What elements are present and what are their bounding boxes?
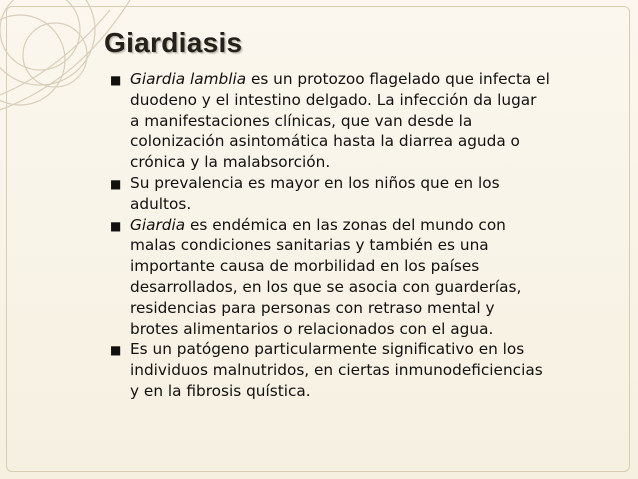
bullet-line: crónica y la malabsorción. [130, 153, 331, 172]
bullet-marker-icon: ■ [110, 73, 122, 87]
bullet-marker-icon: ■ [110, 343, 122, 358]
genus-name: Giardia [130, 215, 186, 234]
bullet-item [108, 69, 618, 173]
bullet-line: a manifestaciones clínicas, que van desde la [130, 111, 473, 130]
bullet-line [130, 215, 618, 236]
bullet-line: colonización asintomática hasta la diarrea aguda o [130, 132, 520, 151]
bullet-marker-icon: ■ [110, 176, 122, 191]
bullet-line: importante causa de morbilidad en los países [130, 257, 480, 276]
bullet-line [130, 69, 618, 90]
bullet-line: Su prevalencia es mayor en los niños que en los [130, 173, 500, 192]
bullet-marker-icon: ■ [110, 218, 122, 233]
bullet-line: Es un patógeno particularmente significativo en los [130, 340, 525, 359]
bullet-line: malas condiciones sanitarias y también es una [130, 236, 489, 255]
bullet-text: es un protozoo flagelado que infecta el [246, 70, 550, 88]
bullet-line: duodeno y el intestino delgado. La infección da lugar [130, 90, 537, 109]
bullet-line: y en la fibrosis quística. [130, 381, 311, 400]
bullet-line: individuos malnutridos, en ciertas inmunodeficiencias [130, 361, 543, 380]
bullet-line: desarrollados, en los que se asocia con guarderías, [130, 277, 522, 296]
bullet-item [108, 173, 618, 215]
bullet-item [108, 339, 618, 401]
bullet-item [108, 215, 618, 340]
bullet-line: brotes alimentarios o relacionados con el agua. [130, 319, 494, 338]
bullet-line: adultos. [130, 194, 192, 213]
species-name: Giardia lamblia [130, 70, 247, 88]
slide-title: Giardiasis [104, 27, 243, 58]
bullet-list [108, 69, 618, 402]
bullet-line: residencias para personas con retraso mental y [130, 298, 495, 317]
bullet-text: es endémica en las zonas del mundo con [185, 215, 506, 234]
